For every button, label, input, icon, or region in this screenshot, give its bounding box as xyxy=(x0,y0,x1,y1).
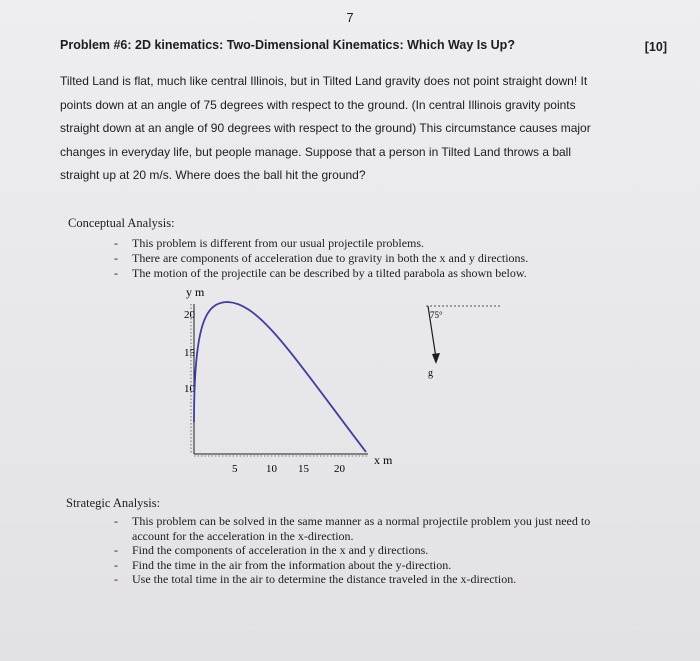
x-tick-label: 15 xyxy=(298,463,309,475)
x-tick-label: 20 xyxy=(334,463,345,475)
strategic-bullet: - Use the total time in the air to determine the distance traveled in the x-direction. xyxy=(114,572,614,587)
strategic-bullets xyxy=(114,514,614,587)
arrow-head-icon xyxy=(432,353,440,364)
problem-title: Problem #6: 2D kinematics: Two-Dimensional Kinematics: Which Way Is Up? xyxy=(60,38,515,52)
conceptual-bullets xyxy=(114,236,674,281)
problem-line: straight up at 20 m/s. Where does the ball hit the ground? xyxy=(60,168,366,182)
x-tick-label: 10 xyxy=(266,463,277,475)
page-number: 7 xyxy=(346,10,354,25)
problem-points: [10] xyxy=(644,40,667,54)
y-axis-label: y m xyxy=(186,285,205,299)
y-tick-label: 10 xyxy=(184,383,195,395)
problem-line: changes in everyday life, but people manage. Suppose that a person in Tilted Land throws a ball xyxy=(60,144,572,159)
trajectory-figure xyxy=(170,282,410,482)
conceptual-bullet: - This problem is different from our usual projectile problems. xyxy=(114,236,674,251)
x-tick-label: 5 xyxy=(232,463,238,475)
strategic-bullet: - Find the time in the air from the information about the y-direction. xyxy=(114,558,614,573)
gravity-direction-figure xyxy=(418,296,508,386)
problem-line: Tilted Land is flat, much like central Illinois, but in Tilted Land gravity does not point straight down! It xyxy=(60,74,588,88)
conceptual-bullet: - The motion of the projectile can be described by a tilted parabola as shown below. xyxy=(114,266,674,281)
conceptual-bullet: - There are components of acceleration due to gravity in both the x and y directions. xyxy=(114,251,674,266)
gravity-label: g xyxy=(428,368,433,379)
x-axis-label: x m xyxy=(374,453,393,467)
strategic-heading: Strategic Analysis: xyxy=(66,496,161,510)
angle-label: 75° xyxy=(430,310,443,320)
problem-line: straight down at an angle of 90 degrees with respect to the ground) This circumstance causes major xyxy=(60,121,591,135)
trajectory-curve xyxy=(194,302,366,452)
strategic-bullet: - This problem can be solved in the same manner as a normal projectile problem you just need to account for the acceleration in the x-direction. xyxy=(114,514,614,543)
y-tick-label: 15 xyxy=(184,347,195,359)
problem-statement xyxy=(60,70,670,188)
strategic-bullet: - Find the components of acceleration in the x and y directions. xyxy=(114,543,614,558)
problem-line: points down at an angle of 75 degrees with respect to the ground. (In central Illinois gravity points xyxy=(60,97,576,112)
y-tick-label: 20 xyxy=(184,309,195,321)
conceptual-heading: Conceptual Analysis: xyxy=(68,216,175,230)
